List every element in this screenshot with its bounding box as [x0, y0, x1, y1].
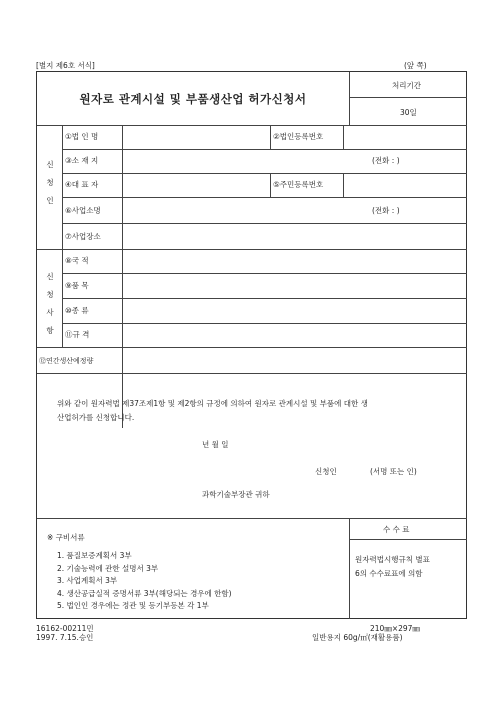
processing-period-value: 30일	[400, 108, 417, 117]
office-name-label: ⑥사업소명	[65, 206, 101, 215]
form-number-label: [별지 제6호 서식]	[36, 61, 95, 70]
spec-label: ⑪규 격	[65, 330, 90, 339]
type-label: ⑩종 류	[65, 306, 89, 315]
address-label: ③소 재 지	[65, 156, 99, 165]
item-label: ⑨품 목	[65, 281, 89, 290]
corp-reg-no-label: ②법인등록번호	[273, 132, 324, 141]
list-item: 4. 생산공급실적 증명서류 3부(해당되는 경우에 한함)	[57, 588, 232, 598]
phone-field-1: (전화 : )	[372, 156, 400, 165]
page-side-label: (앞 쪽)	[404, 61, 427, 70]
annual-output-label: ⑫연간생산예정량	[39, 357, 94, 365]
paper-type: 일반용지 60g/㎡(재활용품)	[312, 633, 403, 642]
corp-name-label: ①법 인 명	[65, 132, 99, 141]
request-section-label: 신 청 사 항	[46, 272, 54, 335]
fee-text-2: 6의 수수료표에 의함	[355, 569, 423, 578]
date-line: 년 월 일	[202, 440, 229, 449]
applicant-signature-label: 신청인	[315, 467, 337, 476]
statement-line-1: 위와 같이 원자력법 제37조제1항 및 제2항의 규정에 의하여 원자로 관계시설 및 부품에 대한 생	[57, 399, 368, 408]
representative-label: ④대 표 자	[65, 180, 99, 189]
application-form	[36, 71, 467, 619]
addressee: 과학기술부장관 귀하	[202, 490, 270, 499]
list-item: 3. 사업계획서 3부	[57, 576, 118, 585]
statement-line-2: 산업허가를 신청합니다.	[57, 413, 135, 422]
list-item: 5. 법인인 경우에는 정관 및 등기부등본 각 1부	[57, 601, 209, 610]
required-docs-list	[57, 550, 232, 613]
resident-no-label: ⑤주민등록번호	[273, 180, 324, 189]
form-code: 16162-00211민	[36, 624, 94, 633]
signature-note: (서명 또는 인)	[370, 467, 417, 476]
applicant-section-label: 신 청 인	[46, 160, 54, 205]
approval-date: 1997. 7.15.승인	[36, 633, 94, 642]
fee-heading: 수 수 료	[383, 525, 410, 534]
list-item: 1. 품질보증계획서 3부	[57, 551, 132, 560]
business-site-label: ⑦사업장소	[65, 232, 101, 241]
phone-field-2: (전화 : )	[372, 206, 400, 215]
form-title: 원자로 관계시설 및 부품생산업 허가신청서	[79, 91, 307, 106]
list-item: 2. 기술능력에 관한 설명서 3부	[57, 563, 159, 573]
nationality-label: ⑧국 적	[65, 256, 89, 265]
required-docs-heading: ※ 구비서류	[47, 533, 85, 542]
processing-period-label: 처리기간	[392, 81, 421, 90]
paper-size: 210㎜×297㎜	[370, 624, 420, 633]
fee-text-1: 원자력법시행규칙 별표	[355, 555, 430, 564]
